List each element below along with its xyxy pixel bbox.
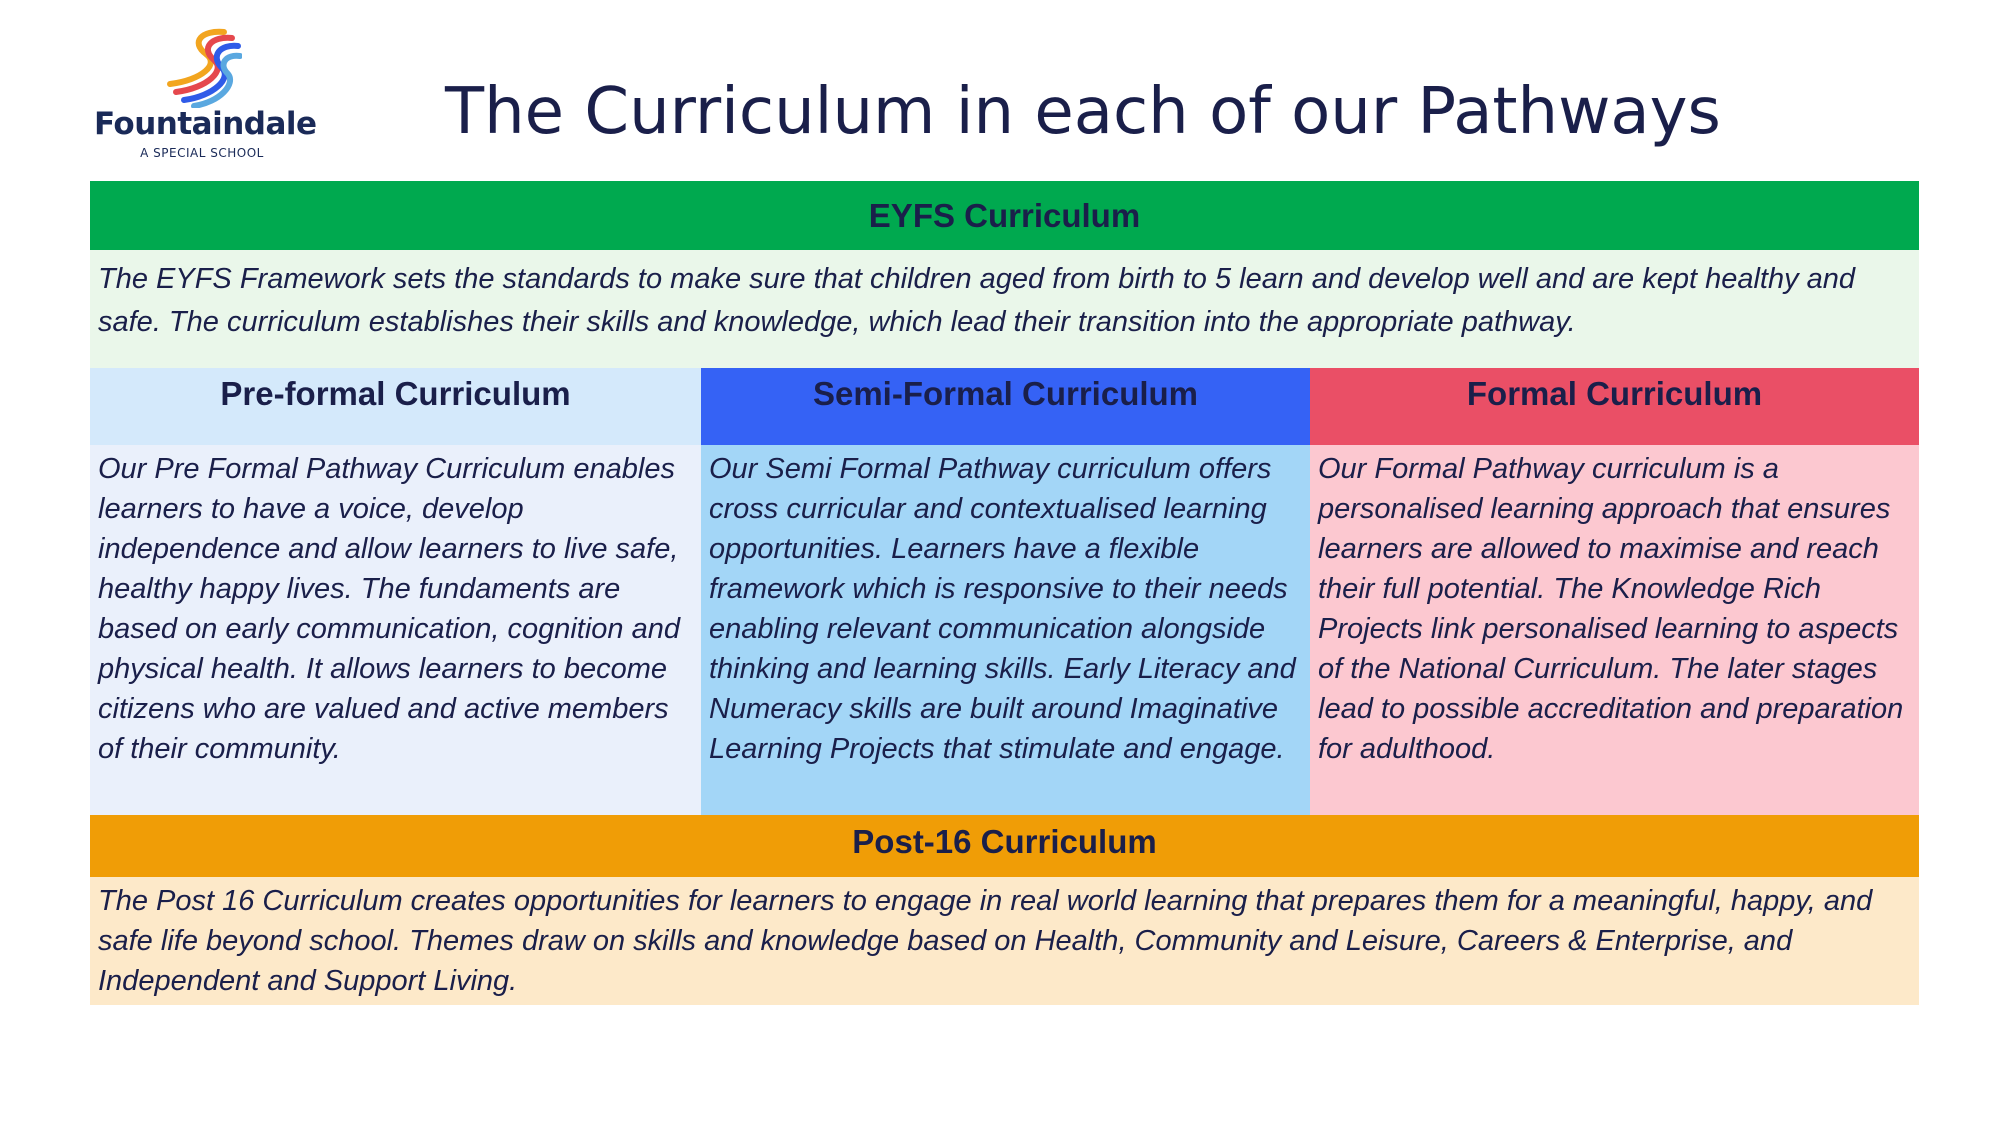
post16-text: The Post 16 Curriculum creates opportunities for learners to engage in real world learning that prepares them for a meaningful, happy, and safe life beyond school. Themes draw on skills and knowledge based on Health, Community and Leisure, Careers & Enterprise, and Independent and Support Living.	[90, 877, 1919, 1005]
page-title: The Curriculum in each of our Pathways	[445, 75, 1721, 149]
post16-header: Post-16 Curriculum	[90, 815, 1919, 877]
logo-name: Fountaindale	[94, 106, 317, 142]
eyfs-header: EYFS Curriculum	[90, 181, 1919, 250]
formal-header: Formal Curriculum	[1310, 368, 1919, 445]
eyfs-text: The EYFS Framework sets the standards to make sure that children aged from birth to 5 learn and develop well and are kept healthy and safe. The curriculum establishes their skills and knowledge, which lead their transition into the appropriate pathway.	[90, 250, 1919, 368]
semiformal-header: Semi-Formal Curriculum	[701, 368, 1310, 445]
fountaindale-wave-icon	[162, 28, 242, 108]
logo-subtitle: A SPECIAL SCHOOL	[140, 146, 264, 160]
formal-text: Our Formal Pathway curriculum is a personalised learning approach that ensures learners are allowed to maximise and reach their full potential. The Knowledge Rich Projects link personalised learning to aspects of the National Curriculum. The later stages lead to possible accreditation and preparation for adulthood.	[1310, 445, 1919, 815]
semiformal-text: Our Semi Formal Pathway curriculum offers cross curricular and contextualised learning opportunities. Learners have a flexible framework which is responsive to their needs enabling relevant communication alongside thinking and learning skills. Early Literacy and Numeracy skills are built around Imaginative Learning Projects that stimulate and engage.	[701, 445, 1310, 815]
preformal-text: Our Pre Formal Pathway Curriculum enables learners to have a voice, develop independence and allow learners to live safe, healthy happy lives. The fundaments are based on early communication, cognition and physical health. It allows learners to become citizens who are valued and active members of their community.	[90, 445, 701, 815]
school-logo	[90, 28, 317, 168]
preformal-header: Pre-formal Curriculum	[90, 368, 701, 445]
